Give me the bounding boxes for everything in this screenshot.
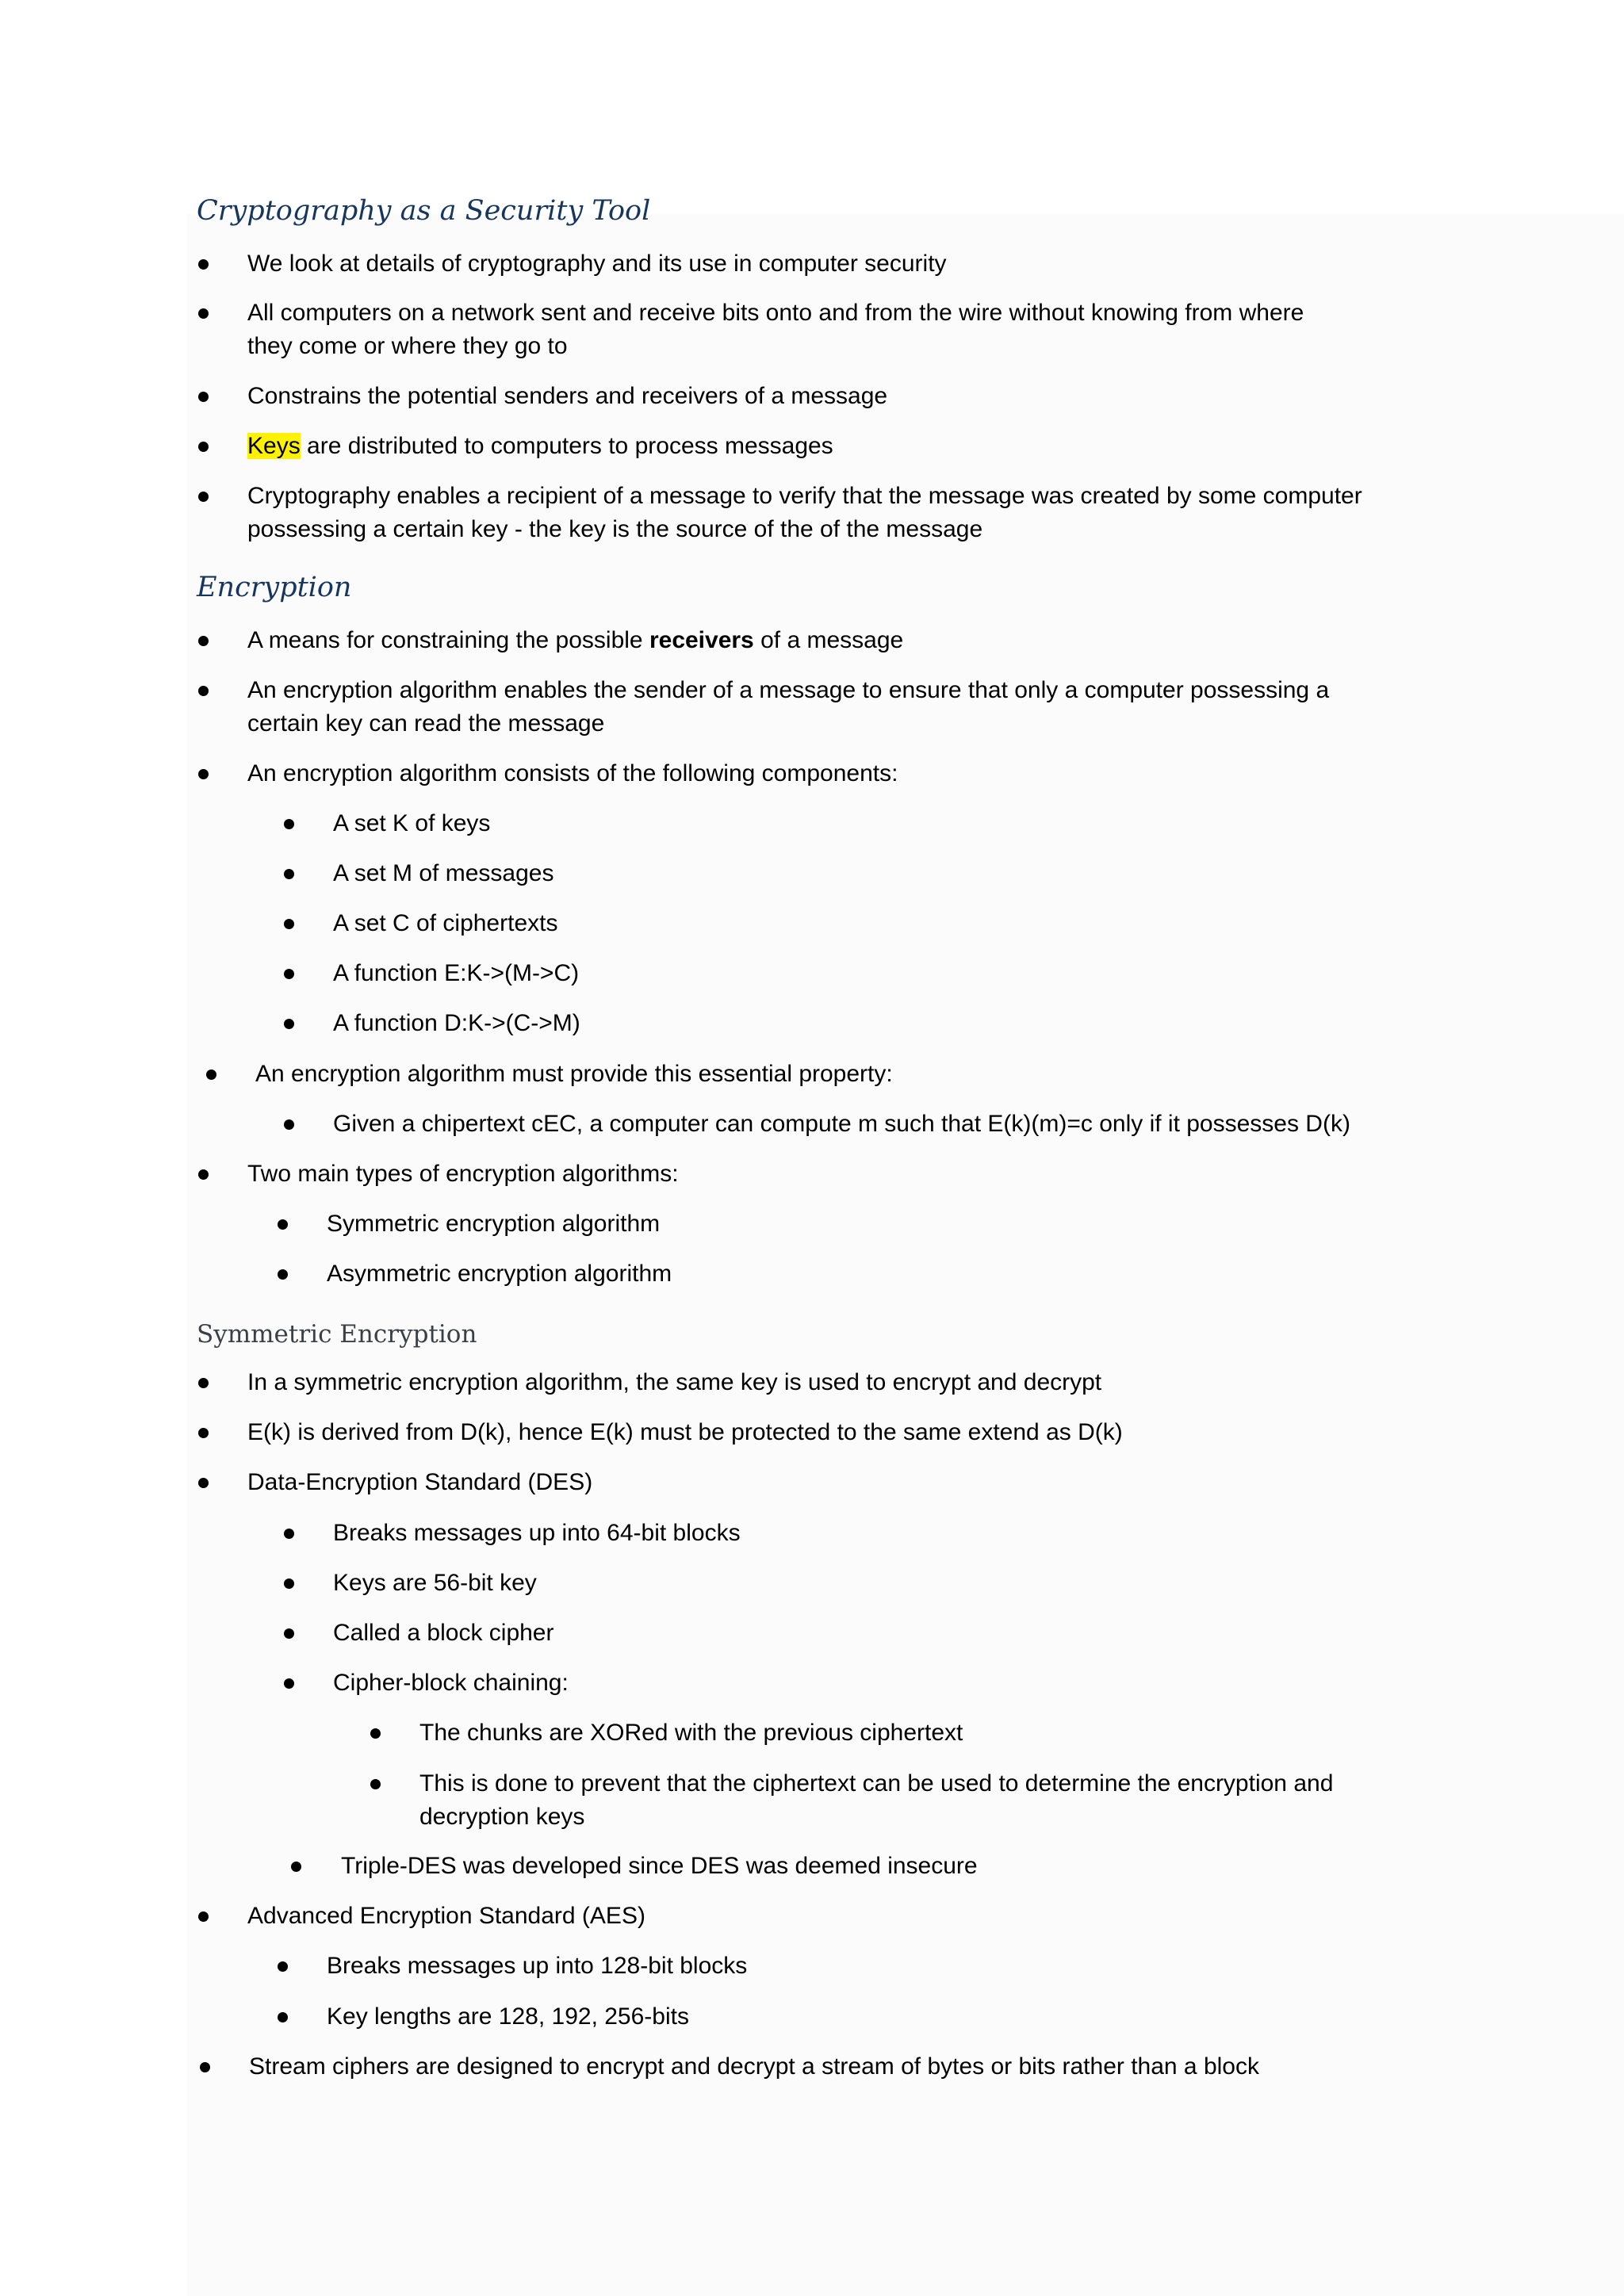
- sub-list-item: Cipher-block chaining:: [333, 1670, 569, 1696]
- section-title-cryptography: Cryptography as a Security Tool: [197, 195, 651, 227]
- bullet-icon: [198, 1478, 209, 1488]
- sub-list-item: Breaks messages up into 64-bit blocks: [333, 1520, 741, 1546]
- sub-sub-list-item: This is done to prevent that the ciphertext can be used to determine the encryption and: [419, 1770, 1334, 1797]
- sub-list-item: A set M of messages: [333, 860, 554, 886]
- list-item: [247, 624, 903, 657]
- list-item: Cryptography enables a recipient of a message to verify that the message was created by some computer: [247, 483, 1362, 509]
- bullet-icon: [200, 2062, 210, 2072]
- bullet-icon: [284, 969, 294, 979]
- bullet-icon: [198, 308, 209, 319]
- bullet-icon: [284, 1628, 294, 1639]
- bullet-icon: [198, 769, 209, 779]
- bullet-icon: [198, 1378, 209, 1388]
- bullet-icon: [284, 1119, 294, 1130]
- sub-list-item: A function D:K->(C->M): [333, 1010, 580, 1036]
- bullet-icon: [278, 1961, 288, 1972]
- bullet-icon: [198, 636, 209, 646]
- list-item: In a symmetric encryption algorithm, the same key is used to encrypt and decrypt: [247, 1369, 1102, 1395]
- bullet-icon: [284, 919, 294, 929]
- list-item-continuation: certain key can read the message: [247, 710, 605, 737]
- bullet-icon: [284, 869, 294, 879]
- sub-list-item: Asymmetric encryption algorithm: [327, 1261, 672, 1287]
- bullet-icon: [198, 442, 209, 452]
- sub-list-item: Given a chipertext cEC, a computer can compute m such that E(k)(m)=c only if it possesses D(k): [333, 1111, 1350, 1137]
- list-item: An encryption algorithm consists of the following components:: [247, 760, 898, 786]
- list-item-continuation: decryption keys: [419, 1804, 585, 1830]
- list-item: Stream ciphers are designed to encrypt and decrypt a stream of bytes or bits rather than a block: [249, 2053, 1259, 2080]
- sub-list-item: A set C of ciphertexts: [333, 910, 558, 936]
- bullet-icon: [278, 2012, 288, 2022]
- bullet-icon: [370, 1779, 381, 1789]
- list-item: An encryption algorithm enables the sender of a message to ensure that only a computer possessing a: [247, 677, 1330, 703]
- bullet-icon: [284, 1529, 294, 1539]
- bullet-icon: [370, 1728, 381, 1739]
- section-title-encryption: Encryption: [197, 572, 352, 603]
- sub-sub-list-item: The chunks are XORed with the previous ciphertext: [419, 1720, 963, 1746]
- list-item: E(k) is derived from D(k), hence E(k) must be protected to the same extend as D(k): [247, 1419, 1123, 1445]
- bullet-icon: [284, 1019, 294, 1029]
- highlighted-keyword: Keys: [247, 433, 301, 459]
- list-item: Advanced Encryption Standard (AES): [247, 1903, 645, 1929]
- bullet-icon: [198, 1169, 209, 1180]
- bullet-icon: [198, 686, 209, 696]
- bullet-icon: [284, 1578, 294, 1589]
- bullet-icon: [278, 1269, 288, 1280]
- bullet-icon: [291, 1862, 301, 1872]
- list-item: Two main types of encryption algorithms:: [247, 1161, 679, 1187]
- list-item: All computers on a network sent and receive bits onto and from the wire without knowing from where: [247, 300, 1304, 326]
- sub-list-item: A set K of keys: [333, 810, 491, 836]
- list-item-text: A means for constraining the possible: [247, 627, 649, 653]
- bullet-icon: [198, 1911, 209, 1922]
- sub-list-item: Called a block cipher: [333, 1620, 554, 1646]
- sub-list-item: Triple-DES was developed since DES was deemed insecure: [341, 1853, 978, 1879]
- section-title-symmetric-encryption: Symmetric Encryption: [197, 1320, 477, 1349]
- sub-list-item: Key lengths are 128, 192, 256-bits: [327, 2003, 689, 2030]
- sub-list-item: A function E:K->(M->C): [333, 960, 580, 986]
- bullet-icon: [284, 1678, 294, 1689]
- list-item: An encryption algorithm must provide this essential property:: [255, 1061, 893, 1087]
- bullet-icon: [198, 1428, 209, 1438]
- list-item: Constrains the potential senders and receivers of a message: [247, 383, 888, 409]
- list-item: We look at details of cryptography and its use in computer security: [247, 251, 947, 277]
- list-item-text: of a message: [753, 627, 904, 653]
- bullet-icon: [206, 1070, 216, 1080]
- sub-list-item: Breaks messages up into 128-bit blocks: [327, 1953, 748, 1979]
- list-item-text: are distributed to computers to process messages: [300, 433, 833, 459]
- bold-keyword: receivers: [649, 627, 754, 653]
- sub-list-item: Keys are 56-bit key: [333, 1570, 537, 1596]
- list-item: [247, 430, 833, 463]
- list-item-continuation: they come or where they go to: [247, 333, 568, 359]
- list-item: Data-Encryption Standard (DES): [247, 1469, 593, 1495]
- bullet-icon: [284, 819, 294, 829]
- bullet-icon: [198, 259, 209, 270]
- bullet-icon: [198, 392, 209, 402]
- sub-list-item: Symmetric encryption algorithm: [327, 1211, 661, 1237]
- bullet-icon: [278, 1219, 288, 1230]
- list-item-continuation: possessing a certain key - the key is the source of the of the message: [247, 516, 983, 542]
- bullet-icon: [198, 492, 209, 502]
